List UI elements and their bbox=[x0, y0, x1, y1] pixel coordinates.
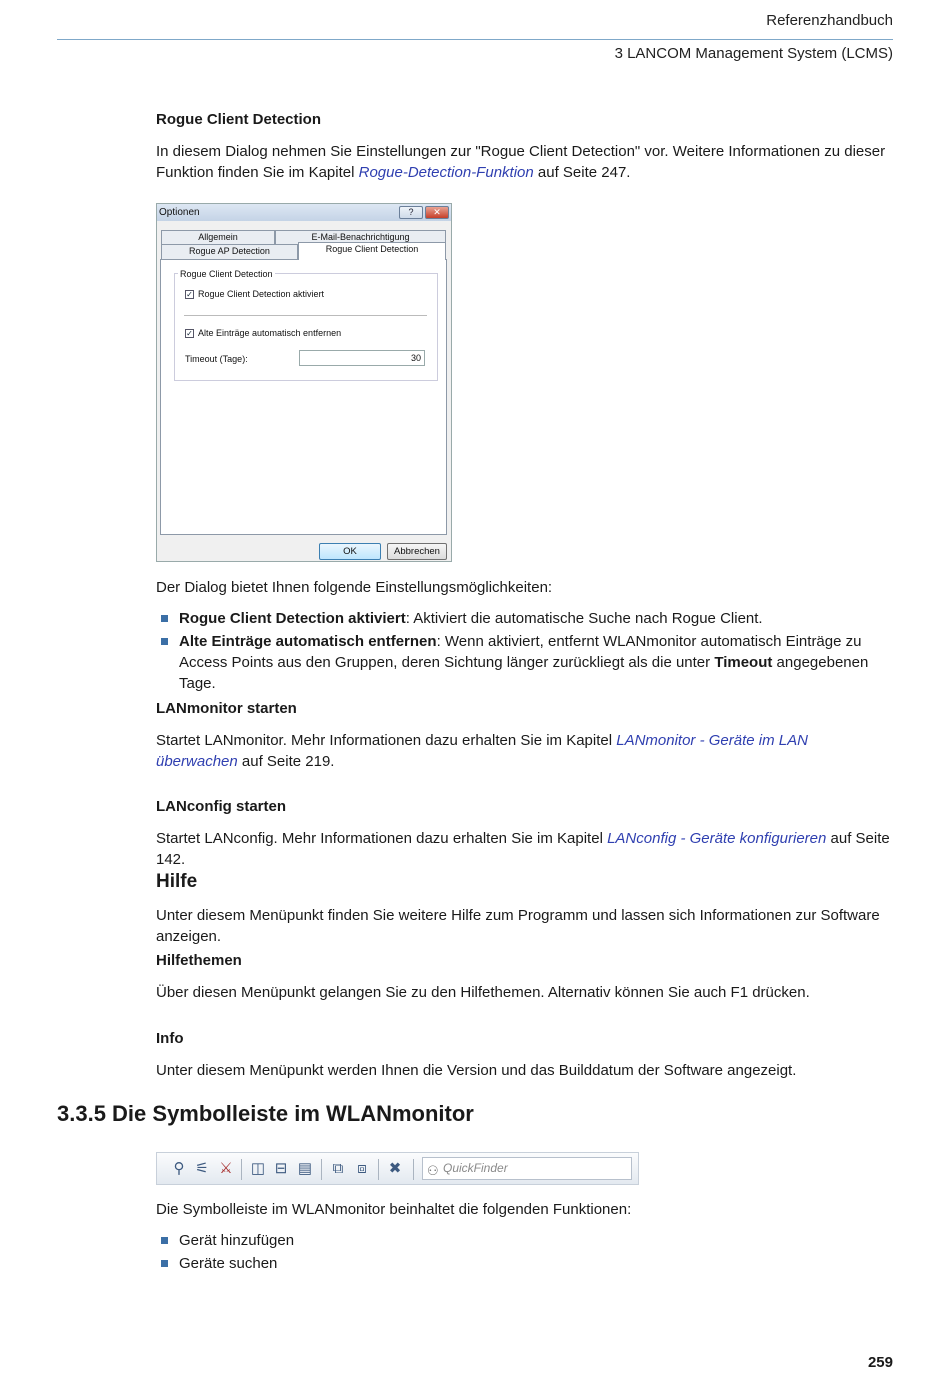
separator bbox=[184, 315, 427, 316]
timeout-label: Timeout (Tage): bbox=[185, 354, 248, 364]
lanconfig-text bbox=[156, 828, 893, 870]
rogue-intro-text: In diesem Dialog nehmen Sie Einstellungen zur "Rogue Client Detection" vor. Weitere Informationen zu dieser Funktion finden Sie im Kapitel bbox=[156, 143, 886, 181]
option-desc-end: angegebenen Tage. bbox=[179, 654, 869, 692]
ok-button[interactable]: OK bbox=[319, 543, 381, 560]
function-label: Geräte suchen bbox=[179, 1255, 278, 1272]
option-desc: : Aktiviert die automatische Suche nach Rogue Client. bbox=[405, 610, 763, 627]
option-name: Rogue Client Detection aktiviert bbox=[179, 610, 406, 627]
section-heading: 3.3.5 Die Symbolleiste im WLANmonitor bbox=[57, 1101, 474, 1126]
options-dialog bbox=[156, 203, 452, 562]
toolbar-separator bbox=[321, 1159, 322, 1180]
toolbar-separator bbox=[241, 1159, 242, 1180]
hilfe-text: Unter diesem Menüpunkt finden Sie weitere Hilfe zum Programm und lassen sich Informationen zur Software anzeigen. bbox=[156, 907, 880, 945]
chapter-title: 3 LANCOM Management System (LCMS) bbox=[614, 45, 893, 62]
help-button[interactable]: ? bbox=[399, 206, 423, 219]
export-icon[interactable]: ⧈ bbox=[357, 1160, 367, 1177]
rogue-intro-suffix: auf Seite 247. bbox=[533, 164, 631, 181]
search-devices-icon[interactable]: ⚟ bbox=[195, 1160, 209, 1177]
auto-remove-checkbox[interactable]: ✓ bbox=[186, 329, 193, 338]
bullet-icon bbox=[161, 638, 168, 645]
lanconfig-post: auf Seite 142. bbox=[156, 830, 890, 868]
dialog-title: Optionen bbox=[159, 207, 200, 218]
close-button[interactable]: ✕ bbox=[425, 206, 449, 219]
rogue-heading: Rogue Client Detection bbox=[156, 111, 322, 128]
tab-rogue-ap[interactable]: Rogue AP Detection bbox=[161, 244, 298, 259]
bullet-icon bbox=[161, 1260, 168, 1267]
toolbar-functions-list bbox=[160, 1230, 893, 1276]
options-list bbox=[160, 608, 893, 696]
bullet-icon bbox=[161, 615, 168, 622]
lanmonitor-post: auf Seite 219. bbox=[237, 753, 335, 770]
person-search-icon: ⚇ bbox=[427, 1163, 439, 1178]
bullet-icon bbox=[161, 1237, 168, 1244]
layout-details-icon[interactable]: ▤ bbox=[297, 1160, 313, 1177]
header-rule bbox=[57, 39, 893, 40]
rogue-enabled-label: Rogue Client Detection aktiviert bbox=[198, 289, 325, 299]
lanconfig-heading: LANconfig starten bbox=[156, 798, 287, 815]
hilfethemen-heading: Hilfethemen bbox=[156, 952, 242, 969]
add-device-icon[interactable]: ⚲ bbox=[173, 1160, 185, 1177]
layout-horizontal-icon[interactable]: ⊟ bbox=[274, 1160, 288, 1177]
lanmonitor-link[interactable]: LANmonitor - Geräte im LAN überwachen bbox=[156, 732, 808, 770]
document-title: Referenzhandbuch bbox=[766, 12, 893, 29]
toolbar-separator bbox=[378, 1159, 379, 1180]
rogue-detection-link[interactable]: Rogue-Detection-Funktion bbox=[358, 164, 534, 181]
import-icon[interactable]: ⧉ bbox=[332, 1160, 344, 1177]
list-item bbox=[160, 608, 893, 629]
list-item bbox=[160, 1253, 893, 1274]
lanconfig-pre: Startet LANconfig. Mehr Informationen dazu erhalten Sie im Kapitel bbox=[156, 830, 608, 847]
lanmonitor-pre: Startet LANmonitor. Mehr Informationen dazu erhalten Sie im Kapitel bbox=[156, 732, 617, 749]
group-label: Rogue Client Detection bbox=[180, 269, 273, 279]
wlanmonitor-toolbar bbox=[156, 1152, 639, 1185]
remove-device-icon[interactable]: ⚔ bbox=[219, 1160, 233, 1177]
tab-allgemein[interactable]: Allgemein bbox=[161, 230, 275, 244]
option-desc: : Wenn aktiviert, entfernt WLANmonitor automatisch Einträge zu Access Points aus den Gruppen, deren Sichtung länger zurückliegt als die unter bbox=[179, 633, 862, 671]
list-item bbox=[160, 1230, 893, 1251]
hilfethemen-text: Über diesen Menüpunkt gelangen Sie zu den Hilfethemen. Alternativ können Sie auch F1 drücken. bbox=[156, 984, 810, 1001]
tab-email[interactable]: E-Mail-Benachrichtigung bbox=[275, 230, 446, 244]
list-item bbox=[160, 631, 893, 694]
cancel-button[interactable]: Abbrechen bbox=[387, 543, 447, 560]
rogue-enabled-checkbox[interactable]: ✓ bbox=[186, 290, 193, 299]
toolbar-intro: Die Symbolleiste im WLANmonitor beinhaltet die folgenden Funktionen: bbox=[156, 1201, 632, 1218]
info-heading: Info bbox=[156, 1030, 184, 1047]
toolbar-separator bbox=[413, 1159, 414, 1180]
delete-icon[interactable]: ✖ bbox=[388, 1160, 402, 1177]
quickfinder-input[interactable] bbox=[422, 1157, 632, 1180]
layout-vertical-icon[interactable]: ◫ bbox=[250, 1160, 266, 1177]
rogue-intro bbox=[156, 141, 893, 183]
lanmonitor-heading: LANmonitor starten bbox=[156, 700, 297, 717]
timeout-term: Timeout bbox=[714, 654, 773, 671]
lanconfig-link[interactable]: LANconfig - Geräte konfigurieren bbox=[607, 830, 827, 847]
tab-rogue-client[interactable]: Rogue Client Detection bbox=[298, 242, 446, 260]
page-number: 259 bbox=[867, 1354, 893, 1371]
info-text: Unter diesem Menüpunkt werden Ihnen die Version und das Builddatum der Software angezeigt. bbox=[156, 1062, 797, 1079]
options-intro: Der Dialog bietet Ihnen folgende Einstellungsmöglichkeiten: bbox=[156, 579, 553, 596]
lanmonitor-text bbox=[156, 730, 893, 772]
hilfe-heading: Hilfe bbox=[156, 871, 198, 892]
auto-remove-label: Alte Einträge automatisch entfernen bbox=[198, 328, 342, 338]
timeout-input[interactable]: 30 bbox=[299, 350, 425, 366]
function-label: Gerät hinzufügen bbox=[179, 1232, 295, 1249]
quickfinder-placeholder: QuickFinder bbox=[443, 1161, 508, 1175]
option-name: Alte Einträge automatisch entfernen bbox=[179, 633, 437, 650]
